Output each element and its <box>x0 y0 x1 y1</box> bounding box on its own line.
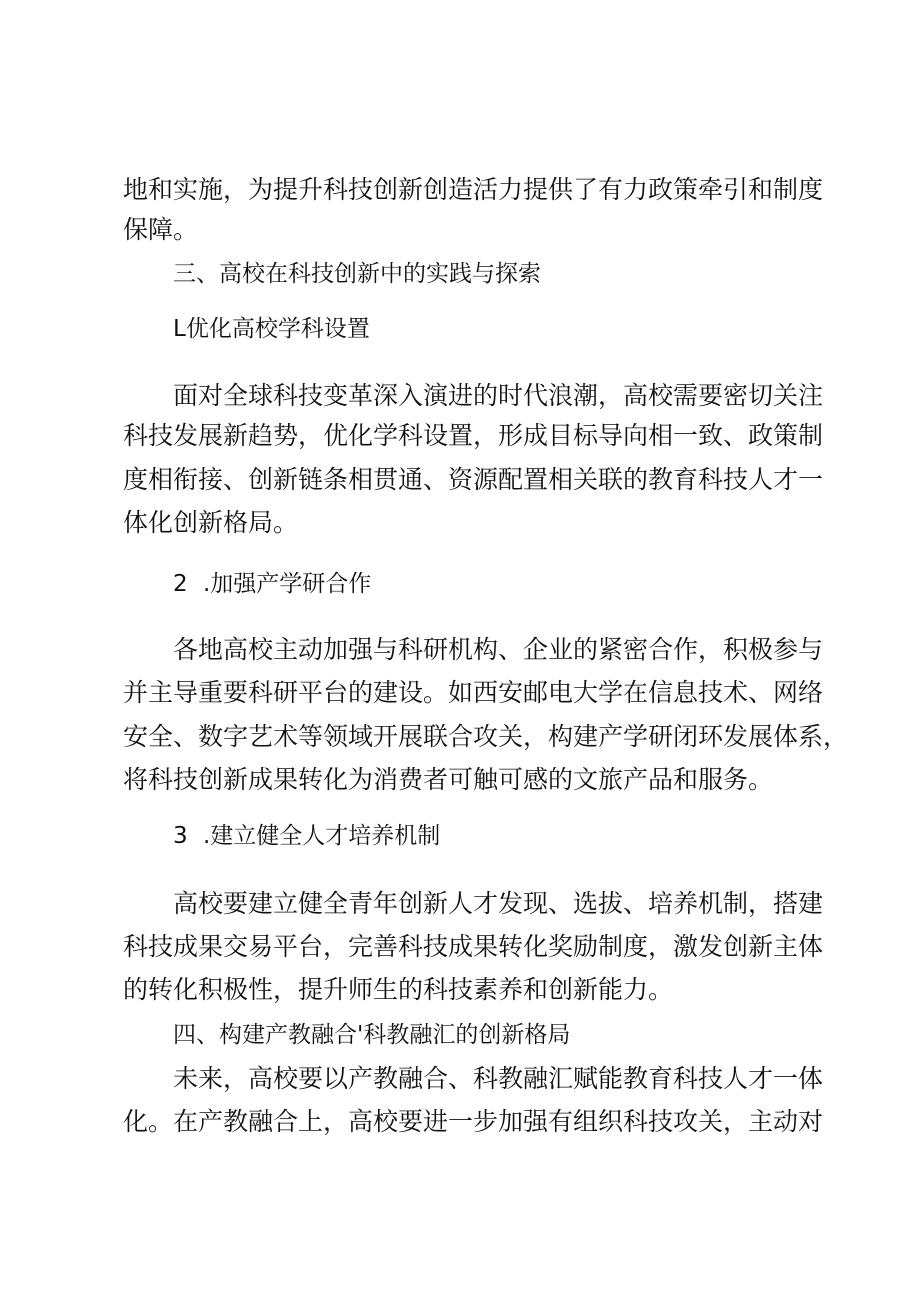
p2-line-1: 各地高校主动加强与科研机构、企业的紧密合作，积极参与 <box>173 635 824 664</box>
p2-line-4: 将科技创新成果转化为消费者可触可感的文旅产品和服务。 <box>123 765 774 794</box>
section-4-heading: 四、构建产教融合'科教融汇的创新格局 <box>173 1022 571 1048</box>
subheading-2 <box>173 566 920 602</box>
p2-line-2: 并主导重要科研平台的建设。如西安邮电大学在信息技术、网络 <box>123 678 824 707</box>
subheading-3-text: .建立健全人才培养机制 <box>203 823 441 849</box>
p3-line-1: 高校要建立健全青年创新人才发现、选拔、培养机制，搭建 <box>173 889 824 918</box>
subheading-2-number: 2 <box>173 571 188 597</box>
p4-line-2: 化。在产教融合上，高校要进一步加强有组织科技攻关，主动对 <box>123 1107 824 1136</box>
p2-line-3: 安全、数字艺术等领域开展联合攻关，构建产学研闭环发展体系， <box>123 722 849 751</box>
section-3-heading: 三、高校在科技创新中的实践与探索 <box>173 261 541 287</box>
intro-line-2: 保障。 <box>123 215 199 244</box>
subheading-1: L优化高校学科设置 <box>173 316 370 342</box>
p4-line-1: 未来，高校要以产教融合、科教融汇赋能教育科技人才一体 <box>173 1064 824 1093</box>
subheading-3-number: 3 <box>173 823 188 849</box>
subheading-3 <box>173 818 920 854</box>
p1-line-2: 科技发展新趋势，优化学科设置，形成目标导向相一致、政策制 <box>123 421 824 450</box>
p1-line-4: 体化创新格局。 <box>123 508 299 537</box>
p1-line-3: 度相衔接、创新链条相贯通、资源配置相关联的教育科技人才一 <box>123 465 824 494</box>
p3-line-2: 科技成果交易平台，完善科技成果转化奖励制度，激发创新主体 <box>123 932 824 961</box>
intro-line-1: 地和实施，为提升科技创新创造活力提供了有力政策牵引和制度 <box>123 175 824 204</box>
p1-line-1: 面对全球科技变革深入演进的时代浪潮，高校需要密切关注 <box>173 381 824 410</box>
p3-line-3: 的转化积极性，提升师生的科技素养和创新能力。 <box>123 975 674 1004</box>
subheading-2-text: .加强产学研合作 <box>203 571 372 597</box>
